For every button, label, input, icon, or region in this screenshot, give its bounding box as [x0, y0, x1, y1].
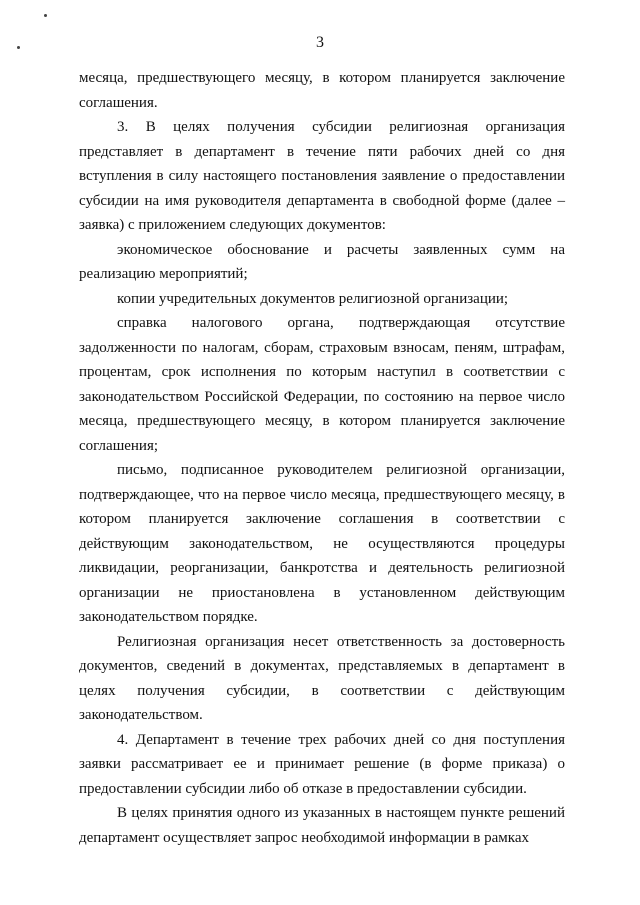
paragraph: экономическое обоснование и расчеты заявленных сумм на реализацию мероприятий; [79, 241, 565, 282]
paragraph: справка налогового органа, подтверждающая отсутствие задолженности по налогам, сборам, страховым взносам, пеням, штрафам, процентам, срок исполнения по которым наступил в соответствии с законодательством Российской Федерации, по состоянию на первое число месяца, предшествующего месяцу, в котором планируется заключение соглашения; [79, 315, 565, 454]
paragraph: месяца, предшествующего месяцу, в котором планируется заключение соглашения. [79, 70, 565, 111]
document-body [79, 66, 565, 850]
paragraph: 3. В целях получения субсидии религиозная организация представляет в департамент в течение пяти рабочих дней со дня вступления в силу настоящего постановления заявление о предоставлении субсидии на имя руководителя департамента в свободной форме (далее – заявка) с приложением следующих документов: [79, 119, 565, 233]
paragraph: копии учредительных документов религиозной организации; [117, 290, 509, 307]
scan-speck [44, 14, 47, 17]
paragraph: В целях принятия одного из указанных в настоящем пункте решений департамент осуществляет запрос необходимой информации в рамках [79, 805, 565, 846]
paragraph: 4. Департамент в течение трех рабочих дней со дня поступления заявки рассматривает ее и принимает решение (в форме приказа) о предоставлении субсидии либо об отказе в предоставлении субсидии. [79, 731, 565, 797]
page-number: 3 [316, 34, 324, 51]
paragraph: письмо, подписанное руководителем религиозной организации, подтверждающее, что на первое число месяца, предшествующего месяцу, в котором планируется заключение соглашения в соответствии с действующим законодательством, не осуществляются процедуры ликвидации, реорганизации, банкротства и деятельность религиозной организации не приостановлена в установленном действующим законодательством порядке. [79, 462, 565, 625]
paragraph: Религиозная организация несет ответственность за достоверность документов, сведений в документах, представляемых в департамент в целях получения субсидии, в соответствии с действующим законодательством. [79, 633, 565, 723]
